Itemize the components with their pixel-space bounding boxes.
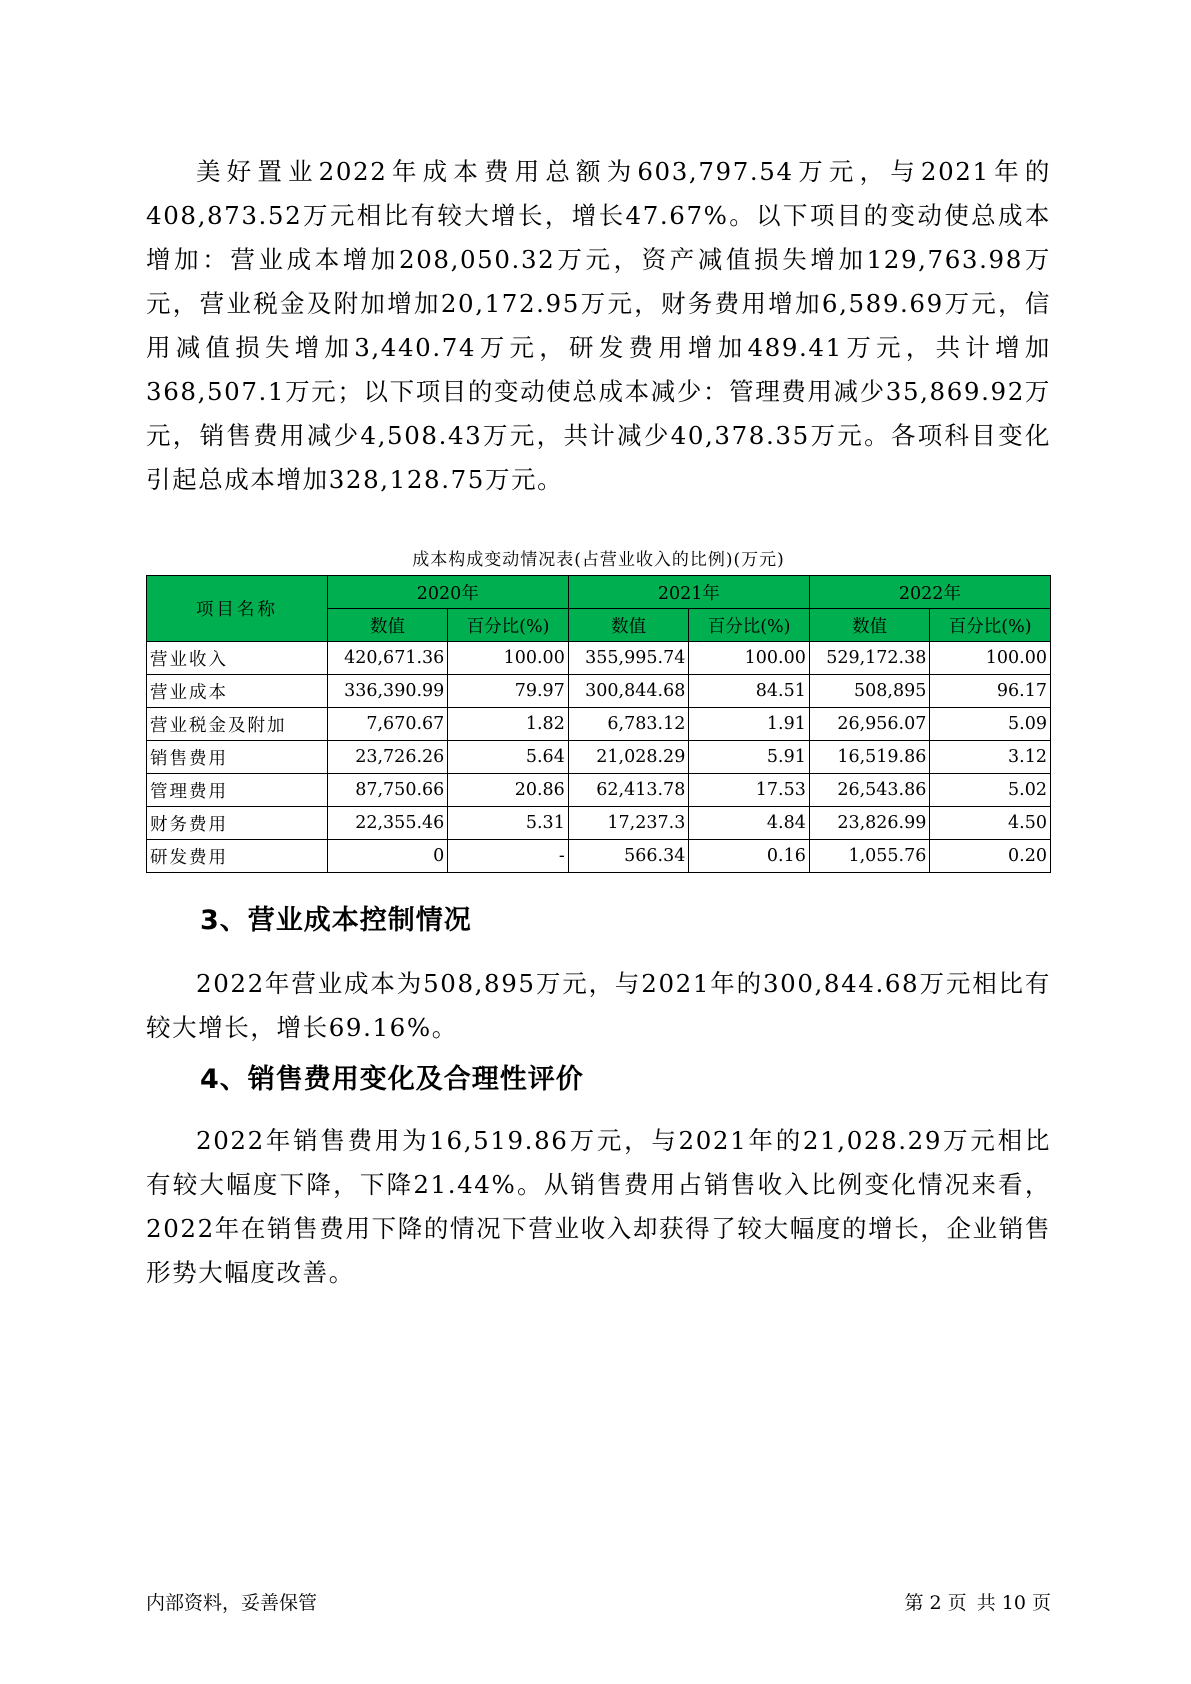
cell-value: 300,844.68 [568, 675, 689, 708]
header-percent: 百分比(%) [689, 609, 810, 642]
row-name: 财务费用 [147, 807, 328, 840]
cell-value: 566.34 [568, 840, 689, 873]
table-row [147, 807, 1051, 840]
cell-value: 355,995.74 [568, 642, 689, 675]
cell-percent: 0.20 [930, 840, 1051, 873]
row-name: 营业成本 [147, 675, 328, 708]
header-value: 数值 [327, 609, 448, 642]
cell-value: 0 [327, 840, 448, 873]
operating-cost-paragraph: 2022年营业成本为508,895万元，与2021年的300,844.68万元相比有较大增长，增长69.16%。 [146, 969, 1051, 1042]
cost-structure-table [146, 575, 1051, 873]
cell-percent: 4.50 [930, 807, 1051, 840]
row-name: 研发费用 [147, 840, 328, 873]
cell-percent: 5.02 [930, 774, 1051, 807]
section-heading-3: 3、营业成本控制情况 [200, 905, 472, 936]
cell-percent: 1.82 [448, 708, 569, 741]
cell-value: 17,237.3 [568, 807, 689, 840]
table-row [147, 708, 1051, 741]
cell-value: 22,355.46 [327, 807, 448, 840]
header-year-2022: 2022年 [809, 576, 1050, 609]
cell-value: 23,726.26 [327, 741, 448, 774]
cell-percent: - [448, 840, 569, 873]
cell-value: 87,750.66 [327, 774, 448, 807]
cell-value: 26,956.07 [809, 708, 930, 741]
cell-percent: 5.64 [448, 741, 569, 774]
cell-value: 336,390.99 [327, 675, 448, 708]
cell-percent: 96.17 [930, 675, 1051, 708]
table-caption: 成本构成变动情况表(占营业收入的比例)(万元) [412, 550, 785, 570]
cell-percent: 5.31 [448, 807, 569, 840]
footer-confidential-note: 内部资料，妥善保管 [146, 1592, 318, 1614]
cell-value: 420,671.36 [327, 642, 448, 675]
cell-percent: 1.91 [689, 708, 810, 741]
footer-page-number [901, 1588, 1051, 1615]
cell-value: 26,543.86 [809, 774, 930, 807]
cell-percent: 100.00 [448, 642, 569, 675]
cell-value: 6,783.12 [568, 708, 689, 741]
header-value: 数值 [809, 609, 930, 642]
row-name: 营业税金及附加 [147, 708, 328, 741]
header-percent: 百分比(%) [448, 609, 569, 642]
cell-percent: 84.51 [689, 675, 810, 708]
table-row [147, 642, 1051, 675]
cell-value: 529,172.38 [809, 642, 930, 675]
cell-percent: 20.86 [448, 774, 569, 807]
cell-value: 7,670.67 [327, 708, 448, 741]
header-year-2021: 2021年 [568, 576, 809, 609]
header-year-2020: 2020年 [327, 576, 568, 609]
table-row [147, 741, 1051, 774]
cell-percent: 4.84 [689, 807, 810, 840]
footer-page-label: 第 2 页 [904, 1592, 967, 1614]
cell-value: 16,519.86 [809, 741, 930, 774]
cell-percent: 79.97 [448, 675, 569, 708]
cell-percent: 100.00 [689, 642, 810, 675]
header-percent: 百分比(%) [930, 609, 1051, 642]
cell-percent: 3.12 [930, 741, 1051, 774]
table-row [147, 675, 1051, 708]
cell-value: 508,895 [809, 675, 930, 708]
table-row [147, 840, 1051, 873]
cell-percent: 5.09 [930, 708, 1051, 741]
cell-percent: 17.53 [689, 774, 810, 807]
cell-value: 1,055.76 [809, 840, 930, 873]
table-row [147, 774, 1051, 807]
footer-total-label: 共 10 页 [976, 1592, 1051, 1614]
row-name: 销售费用 [147, 741, 328, 774]
cell-value: 21,028.29 [568, 741, 689, 774]
header-value: 数值 [568, 609, 689, 642]
cell-percent: 100.00 [930, 642, 1051, 675]
row-name: 管理费用 [147, 774, 328, 807]
row-name: 营业收入 [147, 642, 328, 675]
header-project-name: 项目名称 [147, 576, 328, 642]
cell-percent: 5.91 [689, 741, 810, 774]
cell-value: 62,413.78 [568, 774, 689, 807]
cell-percent: 0.16 [689, 840, 810, 873]
intro-paragraph: 美好置业2022年成本费用总额为603,797.54万元，与2021年的408,873.52万元相比有较大增长，增长47.67%。以下项目的变动使总成本增加：营业成本增加208,050.32万元，资产减值损失增加129,763.98万元，营业税金及附加增加20,172.95万元，财务费用增加6,589.69万元，信用减值损失增加3,440.74万元，研发费用增加489.41万元，共计增加368,507.1万元；以下项目的变动使总成本减少：管理费用减少35,869.92万元，销售费用减少4,508.43万元，共计减少40,378.35万元。各项科目变化引起总成本增加328,128.75万元。 [146, 157, 1051, 494]
sales-expense-paragraph: 2022年销售费用为16,519.86万元，与2021年的21,028.29万元相比有较大幅度下降，下降21.44%。从销售费用占销售收入比例变化情况来看，2022年在销售费用下降的情况下营业收入却获得了较大幅度的增长，企业销售形势大幅度改善。 [146, 1126, 1051, 1287]
section-heading-4: 4、销售费用变化及合理性评价 [200, 1064, 584, 1095]
cell-value: 23,826.99 [809, 807, 930, 840]
